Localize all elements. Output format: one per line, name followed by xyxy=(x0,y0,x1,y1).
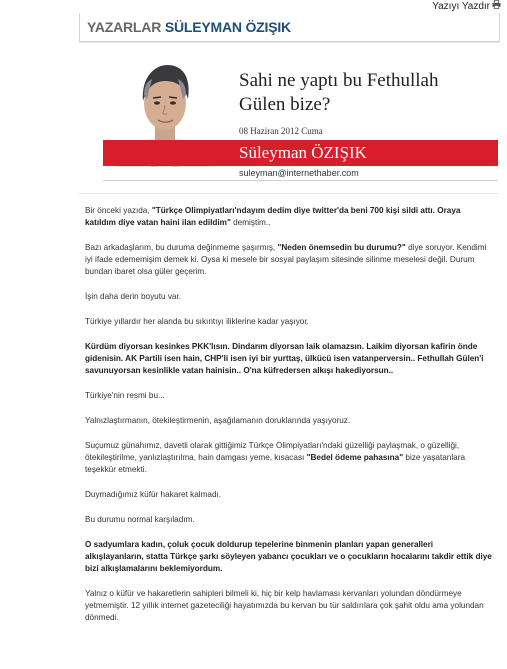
paragraph-text: Duymadığımız küfür hakaret kalmadı. xyxy=(85,490,222,499)
paragraph-text: demiştim.. xyxy=(230,218,271,227)
section-label: YAZARLAR xyxy=(87,19,162,35)
article-paragraph xyxy=(85,539,493,575)
article-paragraph xyxy=(85,242,493,278)
paragraph-text: Yalnızlaştırmanın, ötekileştirmenin, aşağılamanın doruklarında yaşıyoruz. xyxy=(85,416,351,425)
author-email[interactable]: suleyman@internethaber.com xyxy=(239,168,359,178)
paragraph-text: Yalnız o küfür ve hakaretlerin sahipleri bilmeli ki, hiç bir kelp havlaması kervanları yolundan döndürmeye yetmemiştir. 12 yıllık internet gazeteciliği hayatımızda bu kervan bu tür saldırılara çok şahit oldu ama yolundan dönmedi. xyxy=(85,589,484,622)
article-paragraph xyxy=(85,588,493,624)
paragraph-text: Türkiye yıllardır her alanda bu sıkıntıyı iliklerine kadar yaşıyor. xyxy=(85,317,309,326)
article-paragraph xyxy=(85,440,493,476)
bold-text: Kürdüm diyorsan kesinkes PKK'lısın. Dindarım diyorsan laik olamazsın. Laikim diyorsan kafirin önde gidenisin. AK Partili isen hain, CHP'li isen iyi bir yurttaş, ülkücü isen vatanperversin.. Fethullah Gülen'i savunuyorsan kesinlikle vatan hainisin.. O'na küfredersen alkışı hakediyorsun.. xyxy=(85,342,484,375)
paragraph-text: Türkiye'nin resmi bu... xyxy=(85,391,165,400)
print-link[interactable] xyxy=(432,0,501,12)
paragraph-text: Bu durumu normal karşıladım. xyxy=(85,515,195,524)
article-paragraph xyxy=(85,514,493,526)
paragraph-text: diye soruyor. Kendimi iyi ifade edememişim demek ki. Oysa ki mesele bir sosyal paylaşım sitesinde silinme meselesi değil. Durum bundan ibaret olsa güler geçerim. xyxy=(85,243,487,276)
divider xyxy=(103,180,498,181)
bold-text: "Bedel ödeme pahasına" xyxy=(306,453,404,462)
print-label: Yazıyı Yazdır xyxy=(432,0,490,12)
article-paragraph xyxy=(85,489,493,501)
article-author[interactable]: Süleyman ÖZIŞIK xyxy=(239,143,367,162)
article-paragraph xyxy=(85,341,493,377)
article-paragraph xyxy=(85,205,493,229)
bold-text: "Türkçe Olimpiyatları'ndayım dedim diye twitter'da beni 700 kişi sildi attı. Oraya katıldım diye vatan haini ilan edildim" xyxy=(85,206,461,227)
bold-text: O sadyumlara kadın, çoluk çocuk doldurup tepelerine binmenin planları yapan generalleri alkışlayanların, statta Türkçe şarkı söyleyen yabancı çocukları ve o çocukların hocalarını takdir ettik diye bizi alkışlamalarını beklemiyordum. xyxy=(85,540,492,573)
article-title: Sahi ne yaptı bu Fethullah Gülen bize? xyxy=(239,70,439,115)
article-paragraph xyxy=(85,291,493,303)
paragraph-text: Suçumuz günahımız, davetli olarak gittiğimiz Türkçe Olimpiyatları'ndaki güzelliği paylaşmak, o güzelliği, ötekileştirilme, yanlızlaştırılma, hain damgası yeme, kısacası xyxy=(85,441,460,462)
divider xyxy=(79,42,499,43)
printer-icon xyxy=(492,0,501,12)
article-body xyxy=(85,205,493,637)
divider xyxy=(79,193,499,194)
section-author-name[interactable]: SÜLEYMAN ÖZIŞIK xyxy=(164,19,291,35)
paragraph-text: İşin daha derin boyutu var. xyxy=(85,292,182,301)
article-paragraph xyxy=(85,316,493,328)
paragraph-text: Bazı arkadaşlarım, bu duruma değinmeme şaşırmış, xyxy=(85,243,278,252)
article-paragraph xyxy=(85,415,493,427)
article-paragraph xyxy=(85,390,493,402)
paragraph-text: Bir önceki yazıda, xyxy=(85,206,152,215)
paragraph-text: bize yaşatanlara teşekkür etmekti. xyxy=(85,453,466,474)
section-title xyxy=(87,19,291,35)
bold-text: "Neden önemsedin bu durumu?" xyxy=(277,243,406,252)
section-header xyxy=(79,13,500,42)
article-date: 08 Haziran 2012 Cuma xyxy=(239,126,323,136)
